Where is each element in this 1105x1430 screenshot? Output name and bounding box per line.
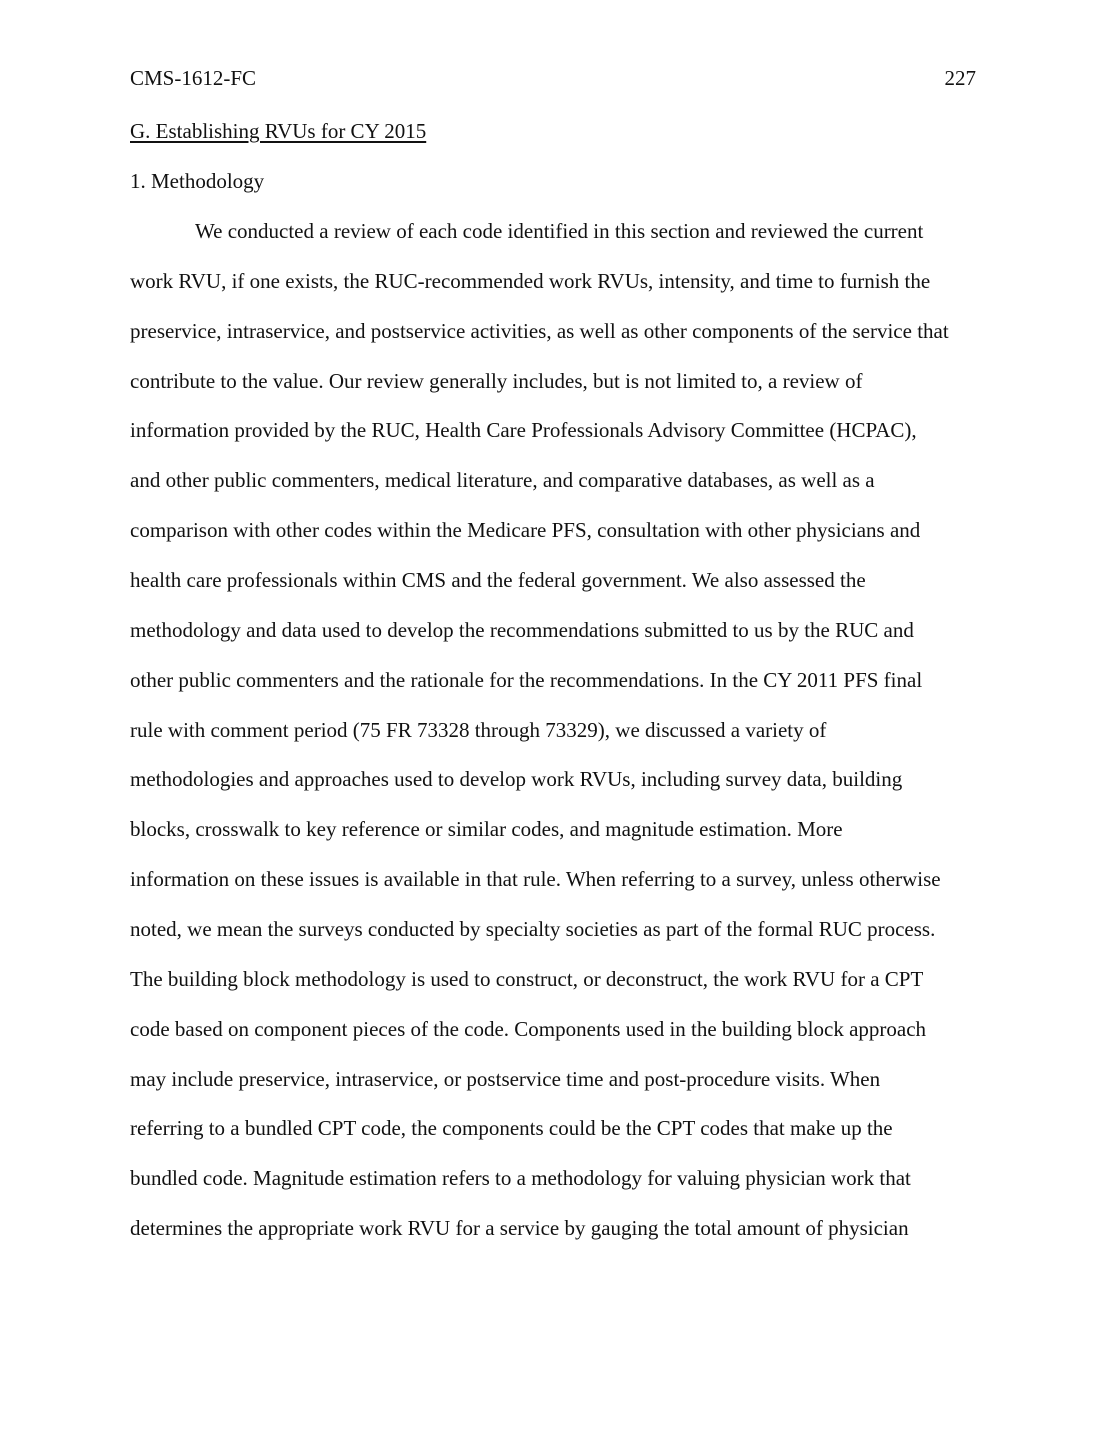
body-line: information on these issues is available in that rule. When referring to a survey, unless otherwise <box>130 867 941 892</box>
body-line: bundled code. Magnitude estimation refers to a methodology for valuing physician work that <box>130 1166 911 1191</box>
document-id: CMS-1612-FC <box>130 66 257 90</box>
body-line: The building block methodology is used to construct, or deconstruct, the work RVU for a CPT <box>130 966 924 991</box>
body-paragraph <box>130 207 976 1254</box>
body-line: preservice, intraservice, and postservice activities, as well as other components of the service that <box>130 318 949 343</box>
body-line: rule with comment period (75 FR 73328 through 73329), we discussed a variety of <box>130 717 827 742</box>
section-heading: G. Establishing RVUs for CY 2015 <box>130 119 427 143</box>
body-line: referring to a bundled CPT code, the components could be the CPT codes that make up the <box>130 1116 893 1141</box>
body-line: blocks, crosswalk to key reference or similar codes, and magnitude estimation. More <box>130 817 843 842</box>
body-line: methodologies and approaches used to develop work RVUs, including survey data, building <box>130 767 903 792</box>
body-line: may include preservice, intraservice, or postservice time and post-procedure visits. When <box>130 1066 881 1091</box>
body-line: determines the appropriate work RVU for a service by gauging the total amount of physician <box>130 1216 909 1241</box>
body-line: and other public commenters, medical literature, and comparative databases, as well as a <box>130 468 875 493</box>
body-line: other public commenters and the rationale for the recommendations. In the CY 2011 PFS final <box>130 667 923 692</box>
body-line: We conducted a review of each code identified in this section and reviewed the current <box>195 219 924 243</box>
body-line: information provided by the RUC, Health Care Professionals Advisory Committee (HCPAC), <box>130 418 917 443</box>
body-line: noted, we mean the surveys conducted by specialty societies as part of the formal RUC process. <box>130 917 936 942</box>
body-line: contribute to the value. Our review generally includes, but is not limited to, a review of <box>130 368 863 393</box>
page-number: 227 <box>944 66 976 90</box>
body-line: work RVU, if one exists, the RUC-recommended work RVUs, intensity, and time to furnish the <box>130 268 931 293</box>
body-line: code based on component pieces of the code. Components used in the building block approach <box>130 1016 927 1041</box>
subsection-heading: 1. Methodology <box>130 169 265 193</box>
body-line: methodology and data used to develop the recommendations submitted to us by the RUC and <box>130 617 914 642</box>
body-line: health care professionals within CMS and the federal government. We also assessed the <box>130 568 866 593</box>
body-line: comparison with other codes within the Medicare PFS, consultation with other physicians and <box>130 518 921 543</box>
